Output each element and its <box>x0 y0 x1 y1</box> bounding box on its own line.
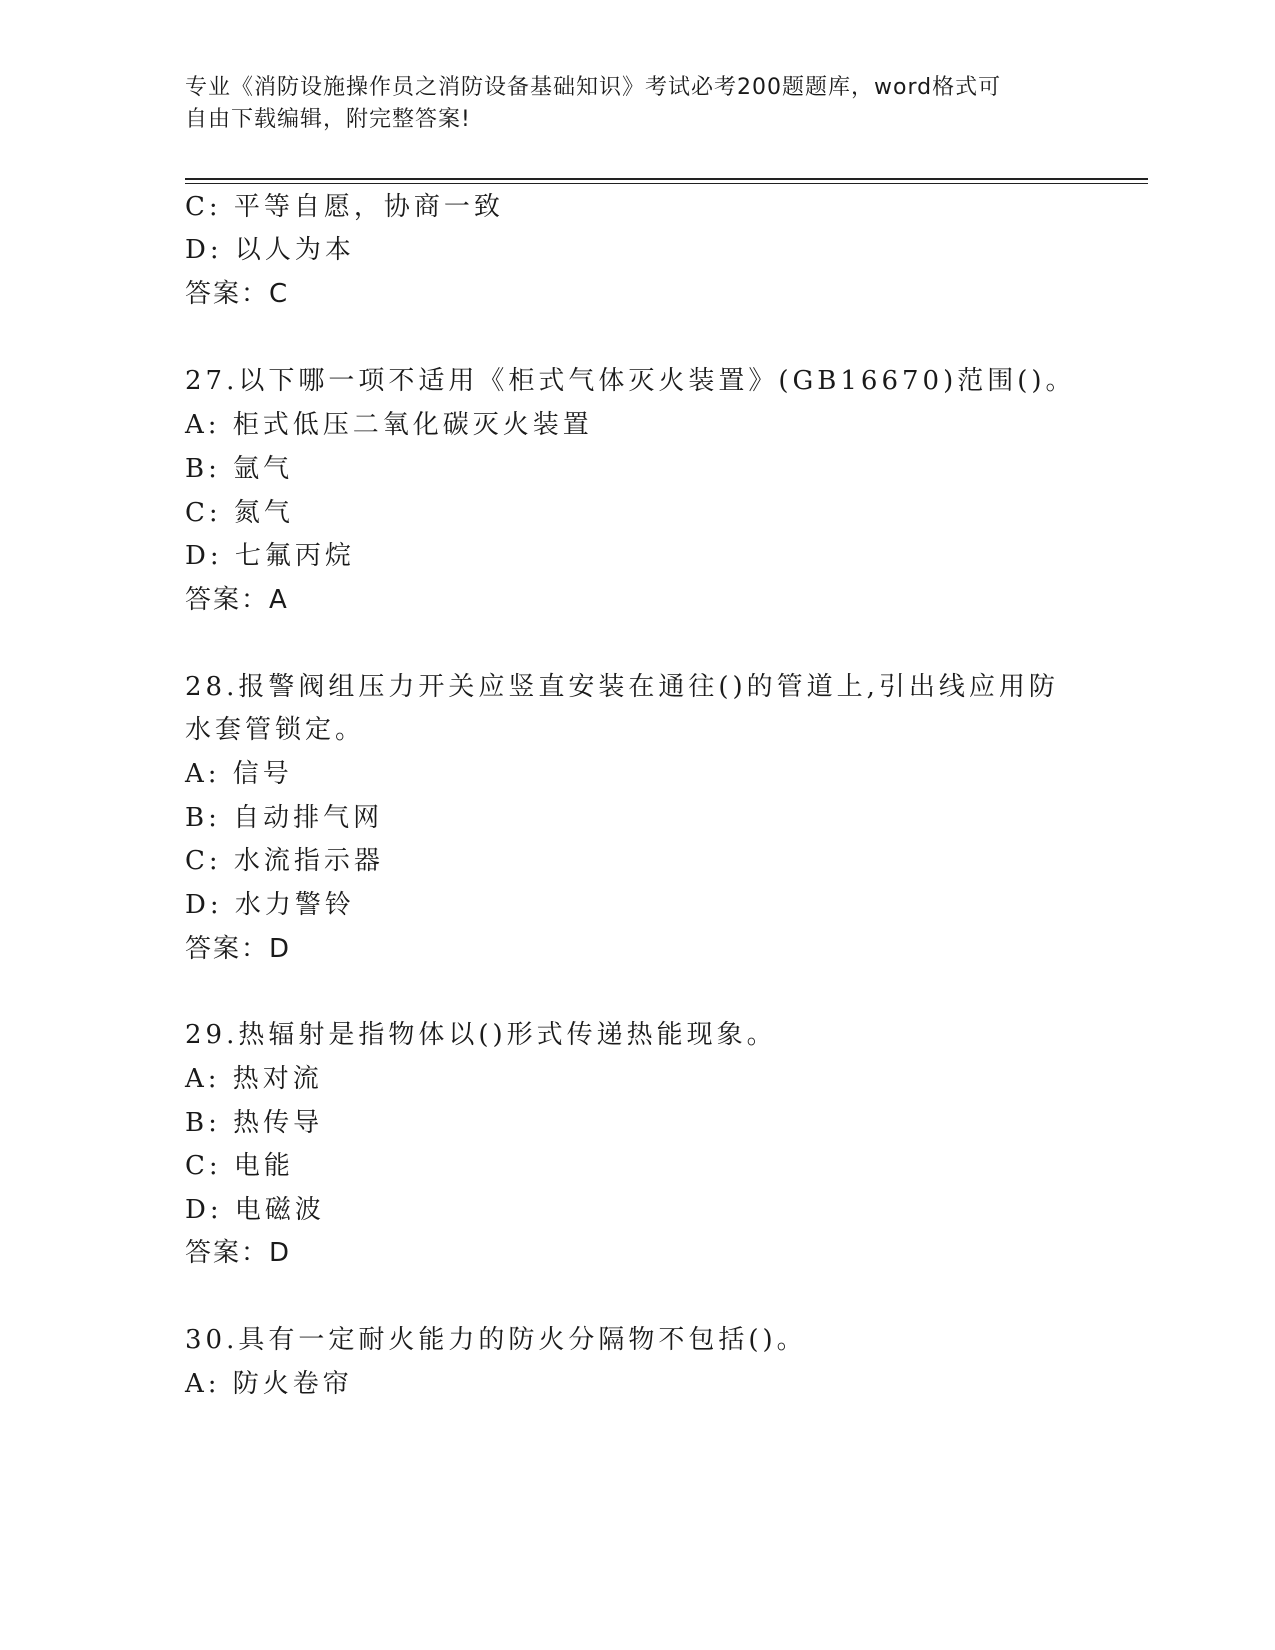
q29-option-c: C: 电能 <box>185 1151 294 1181</box>
q28-stem-line-1: 28.报警阀组压力开关应竖直安装在通往()的管道上,引出线应用防 <box>185 672 1059 702</box>
q27-option-c: C: 氮气 <box>185 498 294 528</box>
header-rule-thick <box>185 178 1148 180</box>
q30-stem: 30.具有一定耐火能力的防火分隔物不包括()。 <box>185 1325 807 1355</box>
q26-option-c: C: 平等自愿，协商一致 <box>185 192 504 222</box>
q27-option-b: B: 氩气 <box>185 454 294 484</box>
header-rule-thin <box>185 183 1148 184</box>
q28-option-d: D: 水力警铃 <box>185 890 355 920</box>
q28-option-a: A: 信号 <box>185 759 293 789</box>
q29-option-d: D: 电磁波 <box>185 1195 325 1225</box>
q28-option-c: C: 水流指示器 <box>185 846 384 876</box>
q29-option-b: B: 热传导 <box>185 1108 324 1138</box>
q28-option-b: B: 自动排气网 <box>185 803 384 833</box>
q30-option-a: A: 防火卷帘 <box>185 1369 353 1399</box>
q27-option-a: A: 柜式低压二氧化碳灭火装置 <box>185 410 593 440</box>
header-line-2: 自由下载编辑，附完整答案! <box>185 107 471 132</box>
q28-stem-line-2: 水套管锁定。 <box>185 715 366 745</box>
q27-option-d: D: 七氟丙烷 <box>185 541 355 571</box>
q27-stem: 27.以下哪一项不适用《柜式气体灭火装置》(GB16670)范围()。 <box>185 366 1076 396</box>
q26-option-d: D: 以人为本 <box>185 235 355 265</box>
q27-answer: 答案：A <box>185 585 289 615</box>
q26-answer: 答案：C <box>185 279 290 309</box>
q28-answer: 答案：D <box>185 934 292 964</box>
document-header <box>185 72 1065 136</box>
q29-answer: 答案：D <box>185 1238 292 1268</box>
q29-option-a: A: 热对流 <box>185 1064 323 1094</box>
header-line-1: 专业《消防设施操作员之消防设备基础知识》考试必考200题题库，word格式可 <box>185 75 1002 100</box>
q29-stem: 29.热辐射是指物体以()形式传递热能现象。 <box>185 1020 777 1050</box>
